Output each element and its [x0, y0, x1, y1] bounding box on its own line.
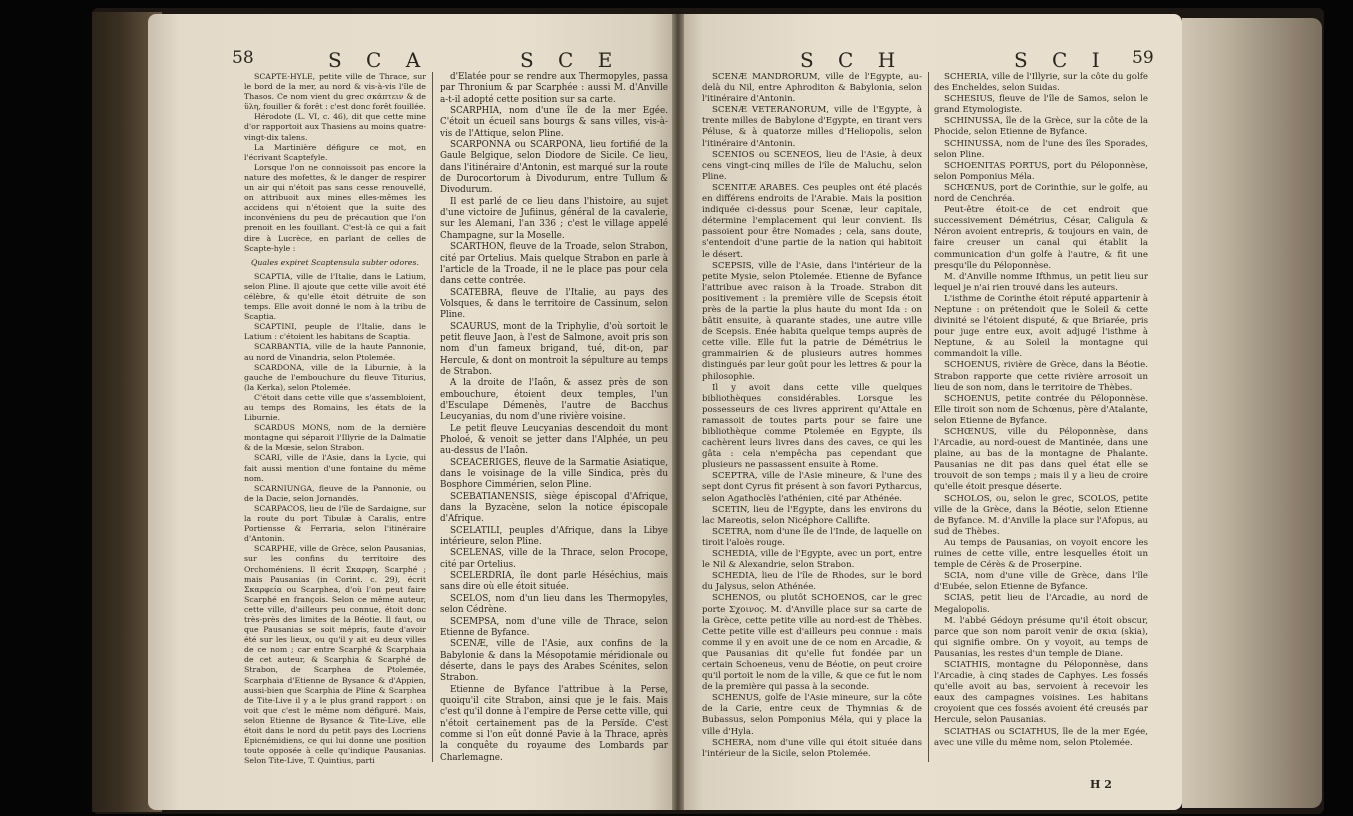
- entry-paragraph: SCHŒNUS, ville du Péloponnèse, dans l'Arcadie, au nord-ouest de Mantinée, dans une plaine, au bas de la montagne de Phalante. Pausanias ne dit pas dans quel état elle se trouvoit de son temps ; mais il y a lieu de croire qu'elle étoit presque déserte.: [934, 427, 1148, 493]
- entry-paragraph: SCAPTE-HYLE, petite ville de Thrace, sur le bord de la mer, au nord & vis-à-vis l'île de Thasos. Ce nom vient du grec σκάπτειν & de ὕλη, fouiller & forêt : c'est donc forêt fouillée.: [244, 72, 426, 112]
- entry-paragraph: Etienne de Byfance l'attribue à la Perse, quoiqu'il cite Strabon, ainsi que je le fais. Mais c'est qu'il donne à l'empire de Perse cette ville, qui n'étoit certainement pas de la Persïde. C'est comme si l'on eût donné Pavie à la Thrace, après la conquête du royaume des Lombards par Charlemagne.: [440, 684, 668, 763]
- entry-paragraph: SCIATHIS, montagne du Péloponnèse, dans l'Arcadie, à cinq stades de Caphyes. Les fossés qu'elle avoit au bas, servoient à recevoir les eaux des campagnes voisines. Les habitans croyoient que ces fossés avoient été creusés par Hercule, selon Pausanias.: [934, 659, 1148, 726]
- entry-paragraph: SCARPACOS, lieu de l'île de Sardaigne, sur la route du port Tibulæ à Caralis, entre Portiensse & Ferraria, selon l'itinéraire d'Antonin.: [244, 503, 426, 544]
- entry-paragraph: SCHESIUS, fleuve de l'île de Samos, selon le grand Etymologiste.: [934, 94, 1148, 116]
- entry-paragraph: Il est parlé de ce lieu dans l'histoire, au sujet d'une victoire de Jufiinus, général de la cavalerie, sur les Alemani, l'an 336 ; c'est le village appelé Champagne, sur la Moselle.: [440, 196, 668, 241]
- left-running-head-2: S C E: [520, 48, 622, 72]
- page-edges: [1182, 18, 1322, 808]
- entry-paragraph: Lorsque l'on ne connoissoit pas encore la nature des mofettes, & le danger de respirer un air qui n'étoit pas sans cesse renouvellé, on attribuoit aux mines elles-mêmes les accidens qui n'étoient que la suite des inconvéniens du peu de précaution que l'on prenoit en les fouillant. C'est-là ce qui a fait dire à Lucrèce, en parlant de celles de Scapte-hyle :: [244, 162, 426, 253]
- entry-paragraph: SCHENOS, ou plutôt SCHOENOS, car le grec porte Σχοινος. M. d'Anville place sur sa carte de la Grèce, cette petite ville au nord-est de Thèbes. Cette petite ville est d'ailleurs peu connue : mais comme il y en avoit une de ce nom en Arcadie, & que Pausanias dit qu'elle fut fondée par un certain Schoeneus, venu de Béotie, on peut croire qu'il portoit le nom de la ville, & que ce fut le nom de la première qui passa à la seconde.: [702, 593, 922, 693]
- entry-paragraph: SCHEDIA, lieu de l'île de Rhodes, sur le bord du Jalysus, selon Athénée.: [702, 571, 922, 593]
- entry-paragraph: SCHEDIA, ville de l'Egypte, avec un port, entre le Nil & Alexandrie, selon Strabon.: [702, 549, 922, 571]
- entry-paragraph: SCIA, nom d'une ville de Grèce, dans l'île d'Eubée, selon Etienne de Byfance.: [934, 571, 1148, 593]
- entry-paragraph: SCETIN, lieu de l'Egypte, dans les environs du lac Mareotis, selon Nicéphore Callifte.: [702, 504, 922, 526]
- entry-paragraph: L'isthme de Corinthe étoit réputé appartenir à Neptune : on prétendoit que le Soleil & cette divinité se l'étoient disputé, & que Briarée, pris pour juge entre eux, avoit adjugé l'isthme à Neptune, & au Soleil la montagne qui commandoit la ville.: [934, 293, 1148, 360]
- entry-paragraph: SCEPTRA, ville de l'Asie mineure, & l'une des sept dont Cyrus fit présent à son favori Pytharcus, selon Agathoclès l'athénien, cité par Athénée.: [702, 471, 922, 504]
- entry-paragraph: SCARDUS MONS, nom de la dernière montagne qui séparoit l'Illyrie de la Dalmatie & de la Mœsie, selon Strabon.: [244, 423, 426, 453]
- left-running-head-1: S C A: [328, 48, 430, 72]
- entry-paragraph: SCENÆ VETERANORUM, ville de l'Egypte, à trente milles de Babylone d'Egypte, en tirant vers Péluse, & à quatorze milles d'Heliopolis, selon l'itinéraire d'Antonin.: [702, 105, 922, 149]
- entry-paragraph: d'Elatée pour se rendre aux Thermopyles, passa par Thronium & par Scarphée : aussi M. d'Anville a-t-il adopté cette position sur sa carte.: [440, 72, 668, 105]
- left-column-2: [440, 72, 668, 764]
- entry-paragraph: SCEBATIANENSIS, siège épiscopal d'Afrique, dans la Byzacène, selon la notice épiscopale d'Afrique.: [440, 491, 668, 525]
- signature-mark: H 2: [1090, 778, 1112, 791]
- entry-paragraph: SCEMPSA, nom d'une ville de Thrace, selon Etienne de Byfance.: [440, 616, 668, 638]
- entry-paragraph: SCENIOS ou SCENEOS, lieu de l'Asie, à deux cens vingt-cinq milles de l'île de Maluchu, selon Pline.: [702, 149, 922, 182]
- column-rule: [432, 72, 433, 762]
- entry-paragraph: SCARDONA, ville de la Liburnie, à la gauche de l'embouchure du fleuve Titurius, (la Kerka), selon Ptolemée.: [244, 362, 426, 392]
- entry-paragraph: SCHERIA, ville de l'Illyrie, sur la côte du golfe des Encheldes, selon Suidas.: [934, 72, 1148, 94]
- entry-paragraph: M. l'abbé Gédoyn présume qu'il étoit obscur, parce que son nom paroit venir de σκια (skia), qui signifie ombre. On y voyoit, au temps de Pausanias, les restes d'un temple de Diane.: [934, 615, 1148, 659]
- entry-paragraph: SCELATILI, peuples d'Afrique, dans la Libye intérieure, selon Pline.: [440, 525, 668, 548]
- entry-paragraph: SCARBANTIA, ville de la haute Pannonie, au nord de Vinandria, selon Ptolemée.: [244, 342, 426, 362]
- entry-paragraph: SCAPTINI, peuple de l'Italie, dans le Latium : c'étoient les habitans de Scaptia.: [244, 322, 426, 342]
- left-folio: 58: [232, 48, 254, 68]
- entry-paragraph: SCHOENITAS PORTUS, port du Péloponnèse, selon Pomponius Méla.: [934, 160, 1148, 182]
- entry-paragraph: Le petit fleuve Leucyanias descendoit du mont Pholoé, & venoit se jetter dans l'Alphée, un peu au-dessus de l'Iaôn.: [440, 423, 668, 457]
- entry-paragraph: SCIATHAS ou SCIATHUS, île de la mer Egée, avec une ville du même nom, selon Ptolemée.: [934, 726, 1148, 748]
- entry-paragraph: SCENITÆ ARABES. Ces peuples ont été placés en différens endroits de l'Arabie. Mais la position indiquée ci-dessus pour Scenæ, leur capitale, détermine l'emplacement qui leur convient. Ils passoient pour être Nomades ; cela, sans doute, s'entendoit d'une partie de la nation qui habitoit le désert.: [702, 182, 922, 260]
- entry-paragraph: SCHOENUS, rivière de Grèce, dans la Béotie. Strabon rapporte que cette rivière arrosoit un lieu de son nom, dans le territoire de Thèbes.: [934, 360, 1148, 393]
- entry-paragraph: SCHENUS, golfe de l'Asie mineure, sur la côte de la Carie, entre ceux de Thymnias & de Bubassus, selon Pomponius Méla, qui y place la ville d'Hyla.: [702, 693, 922, 737]
- right-column-1: [702, 72, 922, 760]
- entry-paragraph: SCIAS, petit lieu de l'Arcadie, au nord de Megalopolis.: [934, 593, 1148, 615]
- entry-paragraph: SCHINUSSA, nom de l'une des îles Sporades, selon Pline.: [934, 138, 1148, 160]
- entry-paragraph: SCHINUSSA, île de la Grèce, sur la côte de la Phocide, selon Etienne de Byfance.: [934, 116, 1148, 138]
- entry-paragraph: Hérodote (L. VI, c. 46), dit que cette mine d'or rapportoit aux Thasiens au moins quatre-vingt-dix talens.: [244, 112, 426, 142]
- entry-paragraph: SCARTHON, fleuve de la Troade, selon Strabon, cité par Ortelius. Mais quelque Strabon en parle à l'article de la Troade, il ne le place pas pour cela dans cette contrée.: [440, 242, 668, 287]
- entry-paragraph: SCETRA, nom d'une île de l'Inde, de laquelle on tiroit l'aloès rouge.: [702, 526, 922, 548]
- entry-paragraph: Il y avoit dans cette ville quelques bibliothèques considérables. Lorsque les possesseurs de ces livres apprirent qu'Attale en ramassoit de toutes parts pour se faire une bibliothèque comme Ptolemée en Egypte, ils cachèrent leurs livres dans des caves, ce qui les gâta : cela n'empêcha pas cependant que plusieurs ne passassent ensuite à Rome.: [702, 382, 922, 471]
- entry-paragraph: SCELENAS, ville de la Thrace, selon Procope, cité par Ortelius.: [440, 548, 668, 570]
- gutter: [672, 14, 684, 810]
- entry-paragraph: SCELOS, nom d'un lieu dans les Thermopyles, selon Cédrène.: [440, 593, 668, 616]
- entry-paragraph: SCENÆ, ville de l'Asie, aux confins de la Babylonie & dans la Mésopotamie méridionale ou déserte, dans le pays des Arabes Scénites, selon Strabon.: [440, 639, 668, 684]
- entry-paragraph: Au temps de Pausanias, on voyoit encore les ruines de cette ville, entre lesquelles étoit un temple de Cérès & de Proserpine.: [934, 537, 1148, 571]
- entry-paragraph: SCEACERIGES, fleuve de la Sarmatie Asiatique, dans le voisinage de la ville Sindica, près du Bosphore Cimmérien, selon Pline.: [440, 457, 668, 491]
- right-column-2: [934, 72, 1148, 749]
- entry-paragraph: SCAPTIA, ville de l'Italie, dans le Latium, selon Pline. Il ajoute que cette ville avoit été célèbre, & qu'elle étoit détruite de son temps. Elle avoit donné le nom à la tribu de Scaptia.: [244, 271, 426, 322]
- entry-paragraph: A la droite de l'Iaôn, & assez près de son embouchure, étoient deux temples, l'un d'Esculape Démenès, l'autre de Bacchus Leucyanias, du nom d'une rivière voisine.: [440, 378, 668, 423]
- entry-paragraph: SCATEBRA, fleuve de l'Italie, au pays des Volsques, & dans le territoire de Cassinum, selon Pline.: [440, 287, 668, 321]
- entry-paragraph: SCHERA, nom d'une ville qui étoit située dans l'intérieur de la Sicile, selon Ptolemée.: [702, 737, 922, 759]
- entry-paragraph: SCARNIUNGA, fleuve de la Pannonie, ou de la Dacie, selon Jornandès.: [244, 483, 426, 503]
- entry-paragraph: SCARPHE, ville de Grèce, selon Pausanias, sur les confins du territoire des Orchoméniens. Il écrit Σκαρφη, Scarphé ; mais Pausanias (in Corint. c. 29), écrit Σκαρφεία ou Scarphea, d'où l'on peut faire Scarphé en françois. Selon ce même auteur, cette ville, d'ailleurs peu connue, étoit donc très-près des limites de la Béotie. Il faut, ou que Pausanias se soit mépris, faute d'avoir été sur les lieux, ou qu'il y ait eu deux villes de ce nom ; car entre Scarphé & Scarphaia de cet auteur, & Scarphia & Scarphé de Strabon, de Scarphea de Ptolemée, Scarphaia d'Etienne de Bysance & d'Appien, aussi-bien que Scarphia de Pline & Scarphea de Tite-Live il y a le plus grand rapport : on voit que c'est le même nom défiguré. Mais, selon Etienne de Bysance & Tite-Live, elle étoit dans le nord du petit pays des Locriens Epicnémidiens, ce qui lui donne une position toute opposée à celle qu'indique Pausanias. Selon Tite-Live, T. Quintius, parti: [244, 544, 426, 766]
- entry-paragraph: C'étoit dans cette ville que s'assembloient, au temps des Romains, les états de la Liburnie.: [244, 392, 426, 423]
- entry-paragraph: SCHOENUS, petite contrée du Péloponnèse. Elle tiroit son nom de Schœnus, père d'Atalante, selon Etienne de Byfance.: [934, 393, 1148, 426]
- right-running-head-2: S C I: [1014, 48, 1109, 72]
- right-folio: 59: [1132, 48, 1154, 68]
- entry-paragraph: SCHOLOS, ou, selon le grec, SCOLOS, petite ville de la Grèce, dans la Béotie, selon Etienne de Byfance. M. d'Anville la place sur l'Afopus, au sud de Thèbes.: [934, 493, 1148, 537]
- column-rule: [928, 72, 929, 762]
- entry-paragraph: M. d'Anville nomme Ifthmus, un petit lieu sur lequel je n'ai rien trouvé dans les auteurs.: [934, 271, 1148, 293]
- entry-paragraph: Quales expiret Scaptensula subter odores.: [250, 257, 420, 267]
- right-running-head-1: S C H: [800, 48, 905, 72]
- entry-paragraph: SCARPONNA ou SCARPONA, lieu fortifié de la Gaule Belgique, selon Diodore de Sicile. Ce lieu, dans l'itinéraire d'Antonin, est marqué sur la route de Durocortorum à Divodurum, entre Tullum & Divodurum.: [440, 140, 668, 196]
- entry-paragraph: SCEPSIS, ville de l'Asie, dans l'intérieur de la petite Mysie, selon Ptolemée. Etienne de Byfance l'attribue avec raison à la Troade. Strabon dit positivement : la première ville de Scepsis étoit près de la partie la plus haute du mont Ida : on bâtit ensuite, à quarante stades, une autre ville de Scepsis. Enée habita quelque temps auprès de cette ville. Elle fut la patrie de Démétrius le grammairien & de plusieurs autres hommes distingués par leur goût pour les lettres & pour la philosophie.: [702, 260, 922, 382]
- entry-paragraph: SCENÆ MANDRORUM, ville de l'Egypte, au-delà du Nil, entre Aphroditon & Babylonia, selon l'itinéraire d'Antonin.: [702, 72, 922, 105]
- left-column-1: [244, 72, 426, 766]
- entry-paragraph: SCAURUS, mont de la Triphylie, d'où sortoit le petit fleuve Jaon, à l'est de Salmone, avoit pris son nom d'un fameux brigand, tué, dit-on, par Hercule, & dont on montroit la sépulture au temps de Strabon.: [440, 321, 668, 377]
- entry-paragraph: SCARI, ville de l'Asie, dans la Lycie, qui fait aussi mention d'une fontaine du même nom.: [244, 453, 426, 483]
- entry-paragraph: SCELERDRIA, île dont parle Héséchius, mais sans dire où elle étoit située.: [440, 571, 668, 593]
- entry-paragraph: La Martinière défigure ce mot, en l'écrivant Scaptefyle.: [244, 142, 426, 162]
- entry-paragraph: SCARPHIA, nom d'une île de la mer Egée. C'étoit un écueil sans bourgs & sans villes, vis-à-vis de l'Attique, selon Pline.: [440, 106, 668, 139]
- entry-paragraph: SCHŒNUS, port de Corinthie, sur le golfe, au nord de Cenchréa.: [934, 182, 1148, 205]
- entry-paragraph: Peut-être étoit-ce de cet endroit que successivement Démétrius, César, Caligula & Néron avoient entrepris, & toujours en vain, de faire creuser un canal qui établit la communication d'un golfe à l'autre, & fit une presqu'île du Péloponnèse.: [934, 205, 1148, 271]
